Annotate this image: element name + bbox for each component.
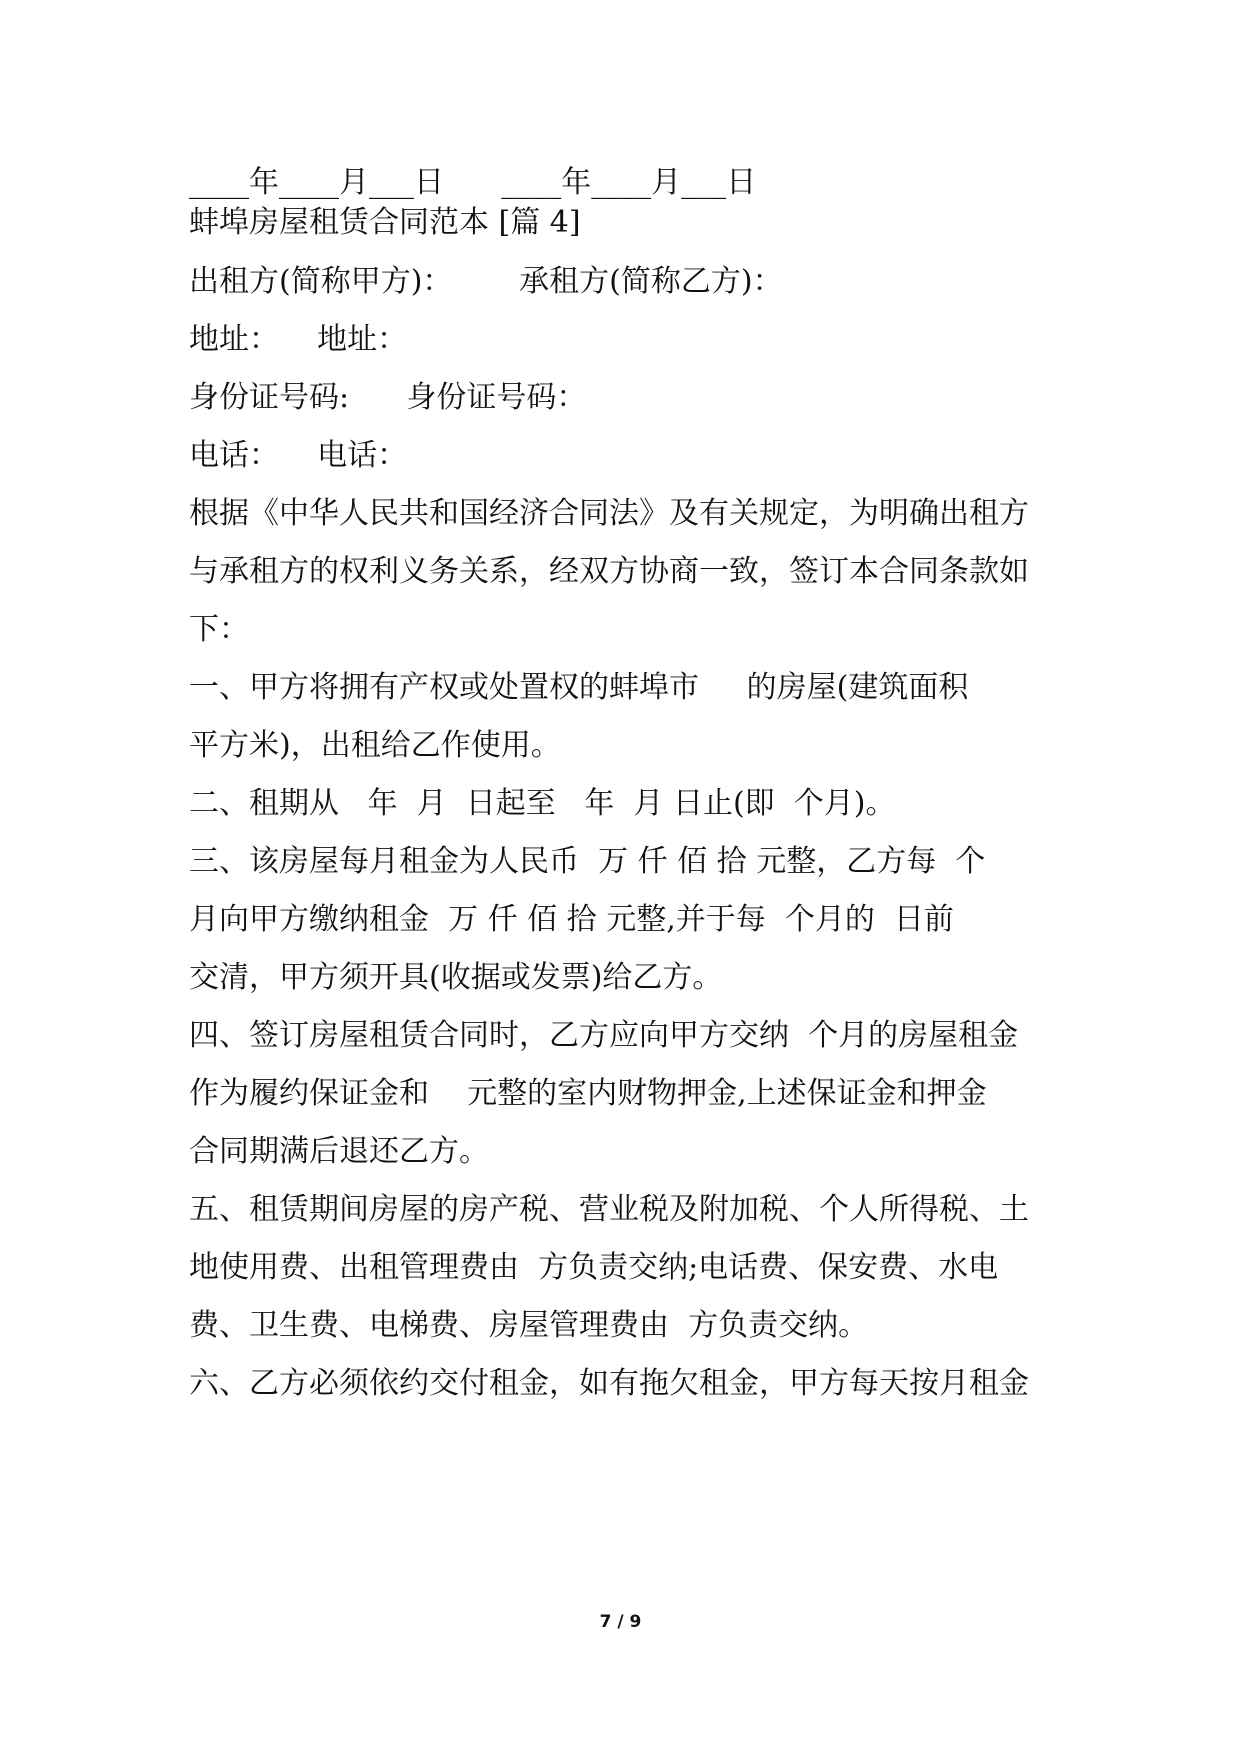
phone-line: 电话： 电话： xyxy=(189,438,408,473)
document-title: 蚌埠房屋租赁合同范本 [篇 4] xyxy=(189,205,581,240)
clause-6-line-1: 六、乙方必须依约交付租金，如有拖欠租金，甲方每天按月租金 xyxy=(189,1366,1029,1401)
preamble-line-3: 下： xyxy=(189,612,249,647)
party-names-line: 出租方(简称甲方)： 承租方(简称乙方)： xyxy=(189,264,783,299)
id-number-line: 身份证号码: 身份证号码： xyxy=(189,380,587,415)
page-number: 7 / 9 xyxy=(599,1612,642,1632)
clause-4-line-2: 作为履约保证金和 元整的室内财物押金,上述保证金和押金 xyxy=(189,1076,987,1111)
clause-4-line-3: 合同期满后退还乙方。 xyxy=(189,1134,489,1169)
clause-3-line-3: 交清，甲方须开具(收据或发票)给乙方。 xyxy=(189,960,723,995)
clause-3-line-2: 月向甲方缴纳租金 万 仟 佰 拾 元整,并于每 个月的 日前 xyxy=(189,902,954,937)
clause-5-line-1: 五、租赁期间房屋的房产税、营业税及附加税、个人所得税、土 xyxy=(189,1192,1029,1227)
clause-2-line-1: 二、租期从 年 月 日起至 年 月 日止(即 个月)。 xyxy=(189,786,896,821)
signature-date-line: ____年____月___日 ____年____月___日 xyxy=(189,165,757,200)
preamble-line-2: 与承租方的权利义务关系，经双方协商一致，签订本合同条款如 xyxy=(189,554,1029,589)
clause-5-line-2: 地使用费、出租管理费由 方负责交纳;电话费、保安费、水电 xyxy=(189,1250,999,1285)
clause-1-line-2: 平方米)，出租给乙作使用。 xyxy=(189,728,561,763)
preamble-line-1: 根据《中华人民共和国经济合同法》及有关规定，为明确出租方 xyxy=(189,496,1029,531)
clause-4-line-1: 四、签订房屋租赁合同时，乙方应向甲方交纳 个月的房屋租金 xyxy=(189,1018,1019,1053)
clause-5-line-3: 费、卫生费、电梯费、房屋管理费由 方负责交纳。 xyxy=(189,1308,869,1343)
address-line: 地址： 地址： xyxy=(189,322,408,357)
clause-3-line-1: 三、该房屋每月租金为人民币 万 仟 佰 拾 元整，乙方每 个 xyxy=(189,844,986,879)
clause-1-line-1: 一、甲方将拥有产权或处置权的蚌埠市 的房屋(建筑面积 xyxy=(189,670,969,705)
